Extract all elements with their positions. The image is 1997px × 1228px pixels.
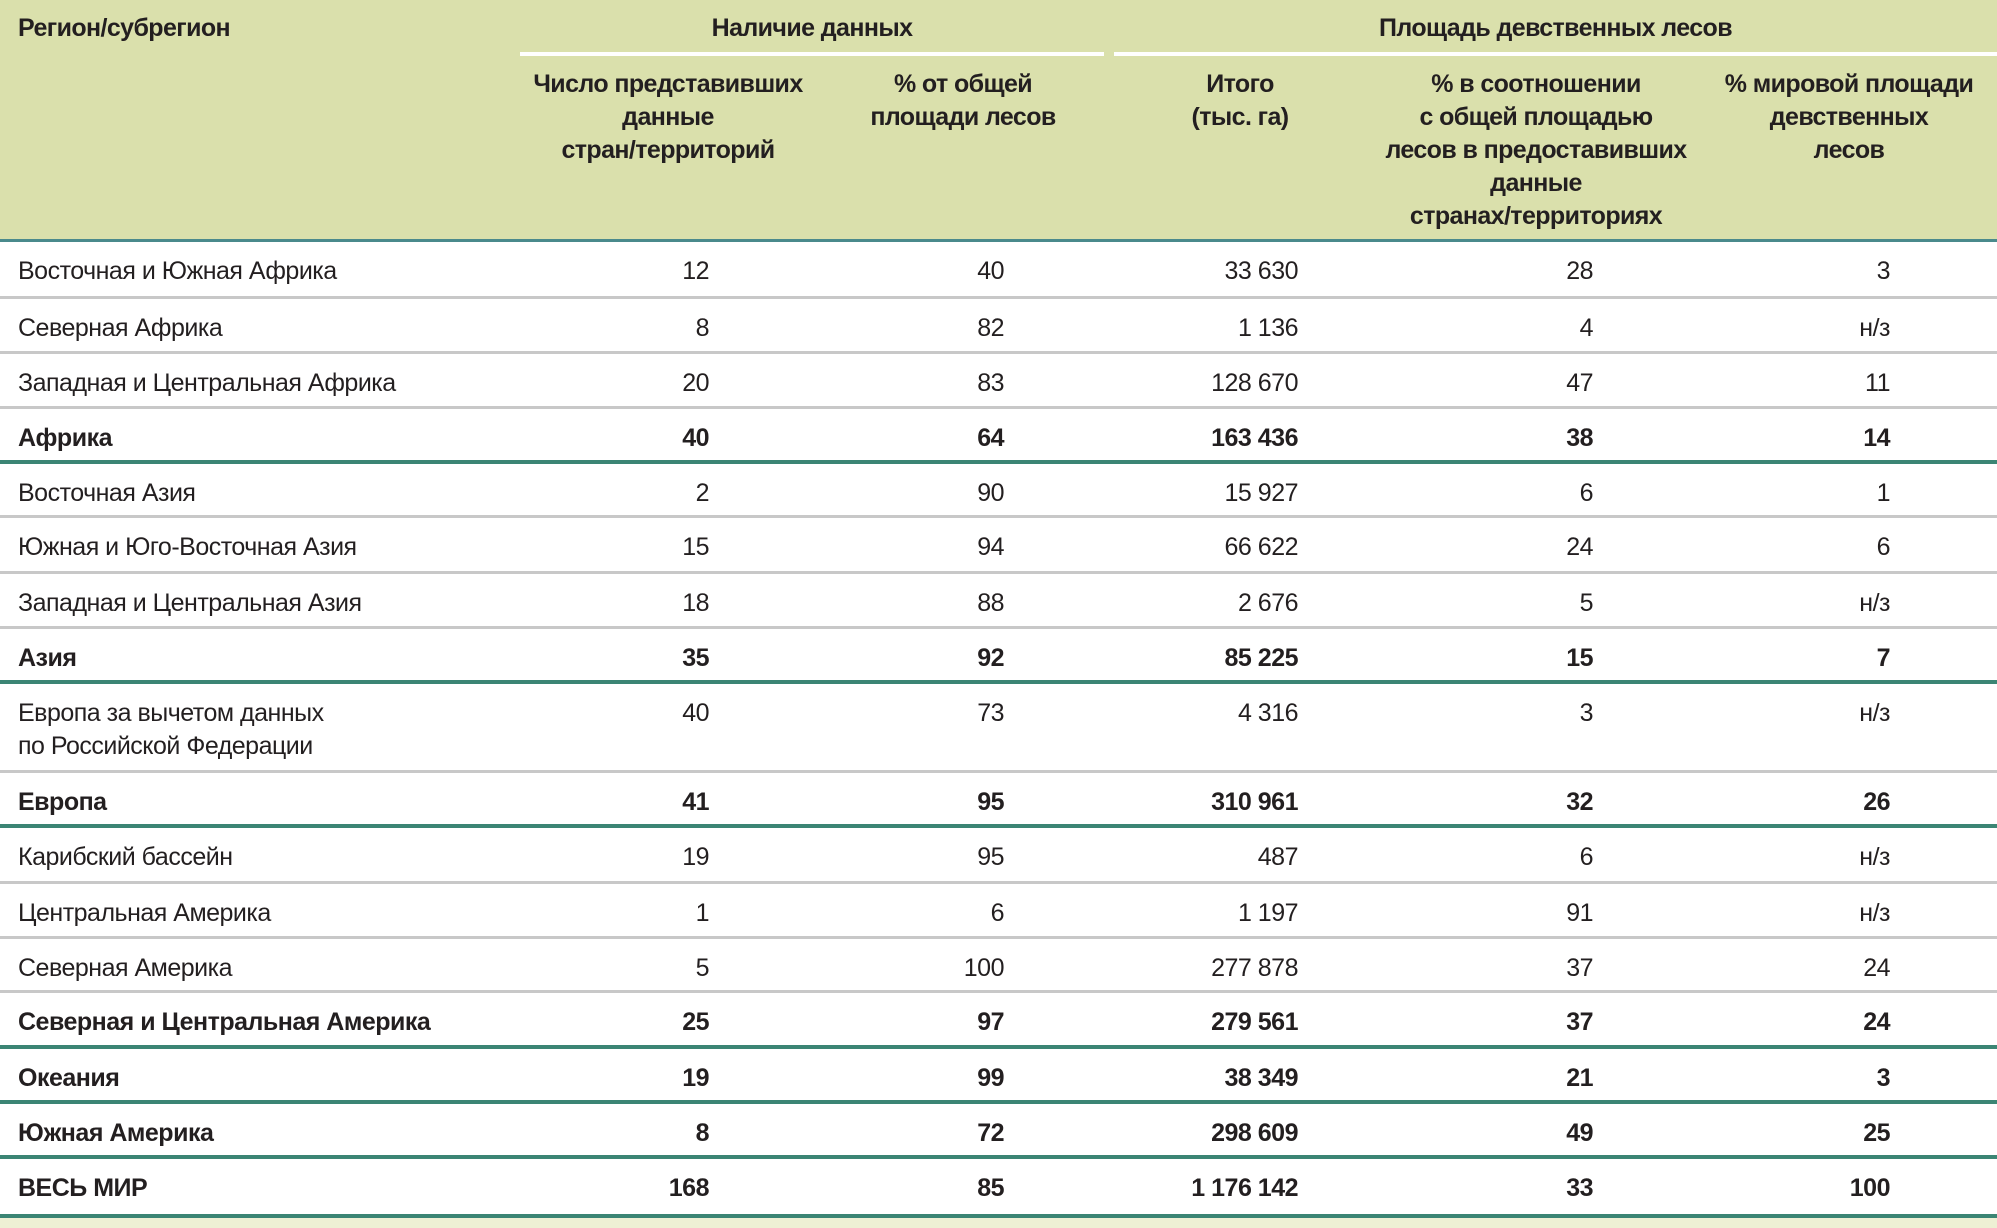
table-row (0, 884, 1997, 939)
cell-pct-forest: 64 (977, 424, 1004, 452)
table-row-total (0, 773, 1997, 828)
group-divider-primary-forest-area (1114, 52, 1997, 56)
cell-region (18, 422, 112, 455)
cell-region-line: Южная Америка (18, 1119, 214, 1147)
cell-countries: 5 (695, 954, 709, 982)
cell-region (18, 897, 271, 930)
cell-total: 1 197 (1237, 899, 1298, 927)
table-row (0, 574, 1997, 629)
cell-pct-reporting: 33 (1566, 1174, 1593, 1202)
table-row (0, 684, 1997, 773)
cell-pct-forest: 94 (977, 533, 1004, 561)
cell-countries: 15 (682, 533, 709, 561)
header-col-pct-forest-line: % от общей (893, 70, 1033, 98)
cell-countries: 20 (682, 369, 709, 397)
cell-pct-forest: 73 (977, 699, 1004, 727)
cell-pct-reporting: 4 (1579, 314, 1593, 342)
cell-total: 487 (1257, 843, 1298, 871)
cell-total: 163 436 (1211, 424, 1298, 452)
cell-countries: 12 (682, 257, 709, 285)
cell-region (18, 255, 337, 288)
table-row (0, 464, 1997, 518)
cell-pct-world: 11 (1865, 369, 1890, 397)
cell-pct-forest: 99 (977, 1064, 1004, 1092)
cell-region-line: Северная и Центральная Америка (18, 1008, 431, 1036)
cell-region-line: Северная Америка (18, 954, 232, 982)
header-col-countries (508, 68, 828, 167)
table-row-total (0, 1104, 1997, 1159)
header-col-pct-world-line: лесов (1813, 136, 1885, 164)
cell-pct-world: 6 (1876, 533, 1890, 561)
cell-total: 4 316 (1237, 699, 1298, 727)
header-col-pct-forest-line: площади лесов (870, 103, 1056, 131)
header-col-pct-world-line: % мировой площади (1724, 70, 1974, 98)
cell-pct-forest: 95 (977, 788, 1004, 816)
table-row (0, 242, 1997, 299)
cell-pct-world: н/з (1859, 589, 1890, 617)
cell-total: 310 961 (1211, 788, 1298, 816)
header-col-pct-world (1711, 68, 1987, 167)
cell-pct-forest: 100 (963, 954, 1004, 982)
cell-pct-forest: 40 (977, 257, 1004, 285)
cell-pct-reporting: 32 (1566, 788, 1593, 816)
cell-total: 277 878 (1211, 954, 1298, 982)
header-col-pct-world-line: девственных (1769, 103, 1929, 131)
cell-total: 279 561 (1211, 1008, 1298, 1036)
cell-pct-forest: 82 (977, 314, 1004, 342)
cell-pct-world: 24 (1863, 1008, 1890, 1036)
cell-total: 38 349 (1224, 1064, 1298, 1092)
table-footer-band (0, 1218, 1997, 1228)
cell-pct-world: н/з (1859, 314, 1890, 342)
cell-pct-forest: 97 (977, 1008, 1004, 1036)
table-header (0, 0, 1997, 242)
cell-region (18, 1062, 119, 1095)
header-col-pct-reporting-line: с общей площадью (1419, 103, 1653, 131)
cell-region-line: Южная и Юго-Восточная Азия (18, 533, 357, 561)
cell-pct-world: н/з (1859, 843, 1890, 871)
cell-region (18, 786, 107, 819)
cell-pct-reporting: 37 (1566, 1008, 1593, 1036)
cell-countries: 168 (668, 1174, 709, 1202)
header-col-pct-reporting-line: данные (1490, 169, 1582, 197)
cell-pct-reporting: 5 (1579, 589, 1593, 617)
cell-pct-reporting: 6 (1579, 843, 1593, 871)
cell-pct-world: 7 (1876, 644, 1890, 672)
cell-pct-reporting: 37 (1566, 954, 1593, 982)
cell-total: 2 676 (1237, 589, 1298, 617)
cell-region-line: Западная и Центральная Азия (18, 589, 362, 617)
cell-region (18, 841, 233, 874)
cell-region (18, 477, 195, 510)
cell-pct-forest: 72 (977, 1119, 1004, 1147)
cell-pct-forest: 83 (977, 369, 1004, 397)
header-col-pct-reporting-line: % в соотношении (1431, 70, 1641, 98)
header-group-primary-forest-area: Площадь девственных лесов (1379, 14, 1732, 42)
header-group-data-availability: Наличие данных (711, 14, 913, 42)
cell-countries: 1 (695, 899, 709, 927)
cell-countries: 35 (682, 644, 709, 672)
cell-countries: 19 (682, 843, 709, 871)
cell-region-line: Карибский бассейн (18, 843, 233, 871)
table-row-total (0, 1159, 1997, 1218)
cell-countries: 18 (682, 589, 709, 617)
cell-pct-reporting: 38 (1566, 424, 1593, 452)
cell-pct-world: 25 (1863, 1119, 1890, 1147)
header-col-countries-line: данные (622, 103, 714, 131)
cell-pct-world: 3 (1876, 257, 1890, 285)
cell-total: 85 225 (1224, 644, 1298, 672)
header-col-total (1130, 68, 1350, 134)
header-col-countries-line: Число представивших (533, 70, 803, 98)
cell-region-line: Азия (18, 644, 77, 672)
cell-region-line: Северная Африка (18, 314, 223, 342)
cell-region-line: по Российской Федерации (18, 732, 313, 760)
cell-region-line: Африка (18, 424, 112, 452)
table-row-total (0, 1049, 1997, 1104)
header-col-pct-reporting-line: лесов в предоставивших (1385, 136, 1687, 164)
table-row-total (0, 993, 1997, 1049)
cell-region (18, 1006, 430, 1039)
cell-region-line: Океания (18, 1064, 120, 1092)
cell-region (18, 531, 357, 564)
cell-pct-world: н/з (1859, 699, 1890, 727)
cell-total: 128 670 (1211, 369, 1298, 397)
cell-total: 298 609 (1211, 1119, 1298, 1147)
cell-pct-forest: 6 (990, 899, 1004, 927)
table-row (0, 828, 1997, 884)
cell-total: 1 136 (1237, 314, 1298, 342)
cell-region-line: Европа за вычетом данных (18, 699, 324, 727)
cell-countries: 8 (695, 314, 709, 342)
group-divider-data-availability (520, 52, 1104, 56)
cell-pct-world: 1 (1876, 479, 1890, 507)
cell-pct-reporting: 15 (1566, 644, 1593, 672)
cell-pct-reporting: 49 (1566, 1119, 1593, 1147)
cell-pct-reporting: 3 (1579, 699, 1593, 727)
cell-region (18, 1172, 147, 1205)
table-row-total (0, 409, 1997, 464)
cell-pct-world: н/з (1859, 899, 1890, 927)
cell-pct-reporting: 21 (1566, 1064, 1593, 1092)
cell-pct-world: 24 (1863, 954, 1890, 982)
cell-countries: 40 (682, 699, 709, 727)
header-col-pct-reporting-line: странах/территориях (1409, 202, 1663, 230)
cell-pct-forest: 85 (977, 1174, 1004, 1202)
cell-pct-world: 3 (1876, 1064, 1890, 1092)
cell-pct-reporting: 47 (1566, 369, 1593, 397)
cell-region-line: Восточная и Южная Африка (18, 257, 337, 285)
cell-countries: 25 (682, 1008, 709, 1036)
cell-region (18, 952, 232, 985)
cell-countries: 2 (695, 479, 709, 507)
header-region: Регион/субрегион (18, 14, 231, 42)
header-col-total-line: Итого (1206, 70, 1274, 98)
cell-total: 66 622 (1224, 533, 1298, 561)
table-row (0, 518, 1997, 574)
table-row (0, 299, 1997, 354)
cell-total: 33 630 (1224, 257, 1298, 285)
cell-region-line: Европа (18, 788, 107, 816)
cell-pct-reporting: 6 (1579, 479, 1593, 507)
header-col-pct-reporting (1361, 68, 1711, 233)
cell-pct-reporting: 91 (1566, 899, 1593, 927)
header-col-pct-forest (833, 68, 1093, 134)
cell-region-line: Восточная Азия (18, 479, 196, 507)
table-row (0, 939, 1997, 993)
cell-region (18, 312, 222, 345)
cell-pct-reporting: 28 (1566, 257, 1593, 285)
cell-countries: 40 (682, 424, 709, 452)
cell-region (18, 642, 76, 675)
cell-region-line: ВЕСЬ МИР (18, 1174, 148, 1202)
cell-region (18, 587, 362, 620)
header-col-countries-line: стран/территорий (561, 136, 775, 164)
cell-pct-world: 100 (1849, 1174, 1890, 1202)
cell-countries: 41 (682, 788, 709, 816)
cell-region (18, 697, 324, 763)
cell-pct-forest: 88 (977, 589, 1004, 617)
cell-pct-world: 14 (1863, 424, 1890, 452)
cell-pct-forest: 95 (977, 843, 1004, 871)
cell-pct-reporting: 24 (1566, 533, 1593, 561)
cell-countries: 8 (695, 1119, 709, 1147)
cell-total: 15 927 (1224, 479, 1298, 507)
header-col-total-line: (тыс. га) (1191, 103, 1289, 131)
cell-region (18, 1117, 213, 1150)
table-row-total (0, 629, 1997, 684)
cell-countries: 19 (682, 1064, 709, 1092)
cell-pct-world: 26 (1863, 788, 1890, 816)
cell-total: 1 176 142 (1191, 1174, 1298, 1202)
cell-region-line: Западная и Центральная Африка (18, 369, 396, 397)
cell-region (18, 367, 396, 400)
cell-pct-forest: 92 (977, 644, 1004, 672)
table-row (0, 354, 1997, 409)
cell-region-line: Центральная Америка (18, 899, 271, 927)
cell-pct-forest: 90 (977, 479, 1004, 507)
